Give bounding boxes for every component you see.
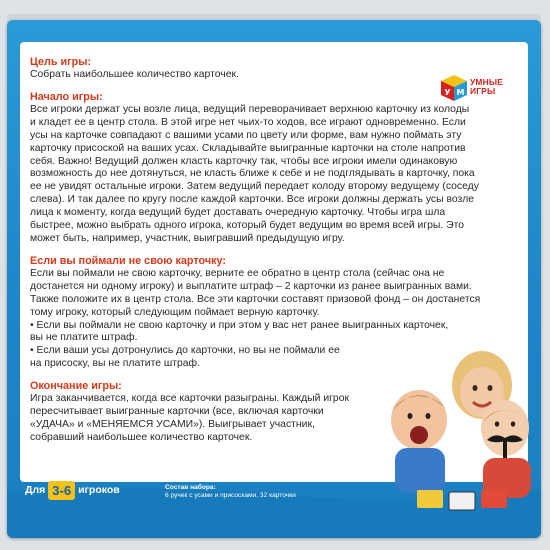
text-line: лица к моменту, когда ведущий будет доставать очередную карточку. Чтобы игра шла xyxy=(30,207,446,219)
set-contents xyxy=(165,484,296,500)
kids-photo-illustration xyxy=(387,340,537,520)
text-line: и кладет ее в центр стола. В этой игре нет чьих-то ходов, все играют одновременно. Если xyxy=(30,116,466,128)
section-heading: Начало игры: xyxy=(30,90,103,103)
text-line: собравший наибольшее количество карточек. xyxy=(30,431,253,443)
game-box-back xyxy=(7,20,541,538)
contents-title: Состав набора: xyxy=(165,484,216,491)
text-line: возможность до нее дотянуться, не класть ближе к себе и не подглядывать в карточку, пока xyxy=(30,168,475,180)
players-prefix: Для xyxy=(25,484,46,496)
text-line: быстрее, можно выбрать одного игрока, который будет ведущим во время всей игры. Это xyxy=(30,220,465,232)
players-count-badge xyxy=(25,478,120,502)
players-range: 3-6 xyxy=(48,481,75,500)
players-suffix: игроков xyxy=(78,484,120,496)
text-line: слева). И так далее по кругу после каждой карточки. Все игроки должны держать усы возле xyxy=(30,194,475,206)
section-heading: Если вы поймали не свою карточку: xyxy=(30,254,226,267)
section-heading: Цель игры: xyxy=(30,56,92,68)
text-line: • Если ваши усы дотронулись до карточки, но вы не поймали ее xyxy=(30,345,340,357)
cube-letter-m: М xyxy=(456,88,465,97)
text-line: вы не платите штраф. xyxy=(30,332,138,344)
text-line: Игра заканчивается, когда все карточки разыграны. Каждый игрок xyxy=(30,393,350,405)
cube-letter-u: У xyxy=(444,88,451,97)
text-line: пересчитывает выигранные карточки (все, включая карточки xyxy=(30,406,324,418)
text-line: • Если вы поймали не свою карточку и при этом у вас нет ранее выигранных карточек, xyxy=(30,319,449,331)
text-line: Все игроки держат усы возле лица, ведущий переворачивает верхнюю карточку из колоды xyxy=(30,103,470,115)
section-body xyxy=(30,104,520,246)
text-line: на присоску, вы не платите штраф. xyxy=(30,358,200,370)
text-line: Собрать наибольшее количество карточек. xyxy=(30,69,239,80)
section-goal xyxy=(30,56,520,82)
section-start xyxy=(30,91,520,246)
contents-text: 6 ручек с усами и присосками, 32 карточки xyxy=(165,492,296,499)
brand-line-1: УМНЫЕ xyxy=(470,77,504,87)
text-line: тому игроку, который следующим поймает верную карточку. xyxy=(30,306,320,318)
text-line: себя. Важно! Ведущий должен класть карточку так, чтобы все игроки имели одинаковую xyxy=(30,155,458,167)
brand-line-2: ИГРЫ xyxy=(470,86,496,96)
text-line: Если вы поймали не свою карточку, верните ее обратно в центр стола (сейчас она не xyxy=(30,267,445,279)
text-line: усы на карточке совпадают с вашими усами по цвету или форме, вам нужно поймать эту xyxy=(30,129,462,141)
text-line: «УДАЧА» и «МЕНЯЕМСЯ УСАМИ»). Выигрывает участник, xyxy=(30,418,315,430)
text-line: достанется ни одному игроку) и выплатите штраф – 2 карточки из ранее выигранных вами. xyxy=(30,280,472,292)
section-heading: Окончание игры: xyxy=(30,380,122,393)
text-line: ее не увидят остальные игроки. Затем ведущий передает колоду второму ведущему (соседу xyxy=(30,181,479,193)
text-line: Также положите их в центр стола. Все эти карточки составят призовой фонд – он достанется xyxy=(30,293,481,305)
text-line: может быть, например, участник, выигравший предыдущую игру. xyxy=(30,232,345,244)
section-body xyxy=(30,69,520,82)
text-line: карточку присоской на ваших усах. Складывайте выигранные карточки на столе напротив xyxy=(30,142,466,154)
